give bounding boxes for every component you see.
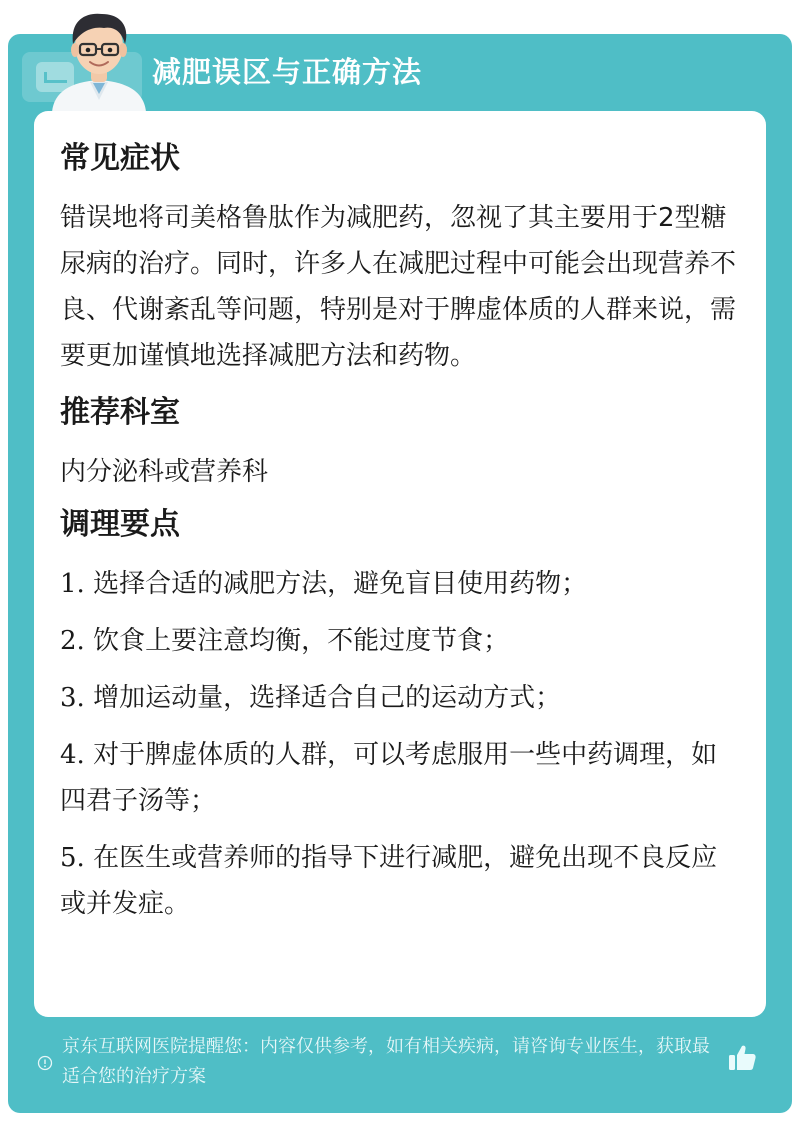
tips-heading: 调理要点 (60, 507, 180, 542)
list-item: 1. 选择合适的减肥方法，避免盲目使用药物； (60, 569, 588, 599)
list-item: 3. 增加运动量，选择适合自己的运动方式； (60, 683, 562, 713)
symptoms-text: 错误地将司美格鲁肽作为减肥药，忽视了其主要用于2型糖尿病的治疗。同时，许多人在减肥过程中可能会出现营养不良、代谢紊乱等问题，特别是对于脾虚体质的人群来说，需要更加谨慎地选择减肥方法和药物。 (60, 203, 737, 371)
tips-list (60, 561, 740, 927)
content-card (34, 111, 766, 1017)
symptoms-heading: 常见症状 (60, 141, 180, 176)
department-heading: 推荐科室 (60, 395, 180, 430)
page-title: 减肥误区与正确方法 (152, 55, 423, 89)
article-content (60, 139, 740, 938)
department-text: 内分泌科或营养科 (60, 457, 269, 487)
footer-notice: 京东互联网医院提醒您：内容仅供参考，如有相关疾病，请咨询专业医生，获取最适合您的治疗方案 (62, 1036, 710, 1087)
list-item: 5. 在医生或营养师的指导下进行减肥，避免出现不良反应或并发症。 (60, 843, 718, 919)
doctor-avatar-icon (44, 4, 154, 112)
thumbs-up-icon[interactable] (726, 1042, 758, 1074)
info-icon (37, 1055, 53, 1071)
list-item: 2. 饮食上要注意均衡，不能过度节食； (60, 626, 510, 656)
list-item: 4. 对于脾虚体质的人群，可以考虑服用一些中药调理，如四君子汤等； (60, 740, 718, 816)
